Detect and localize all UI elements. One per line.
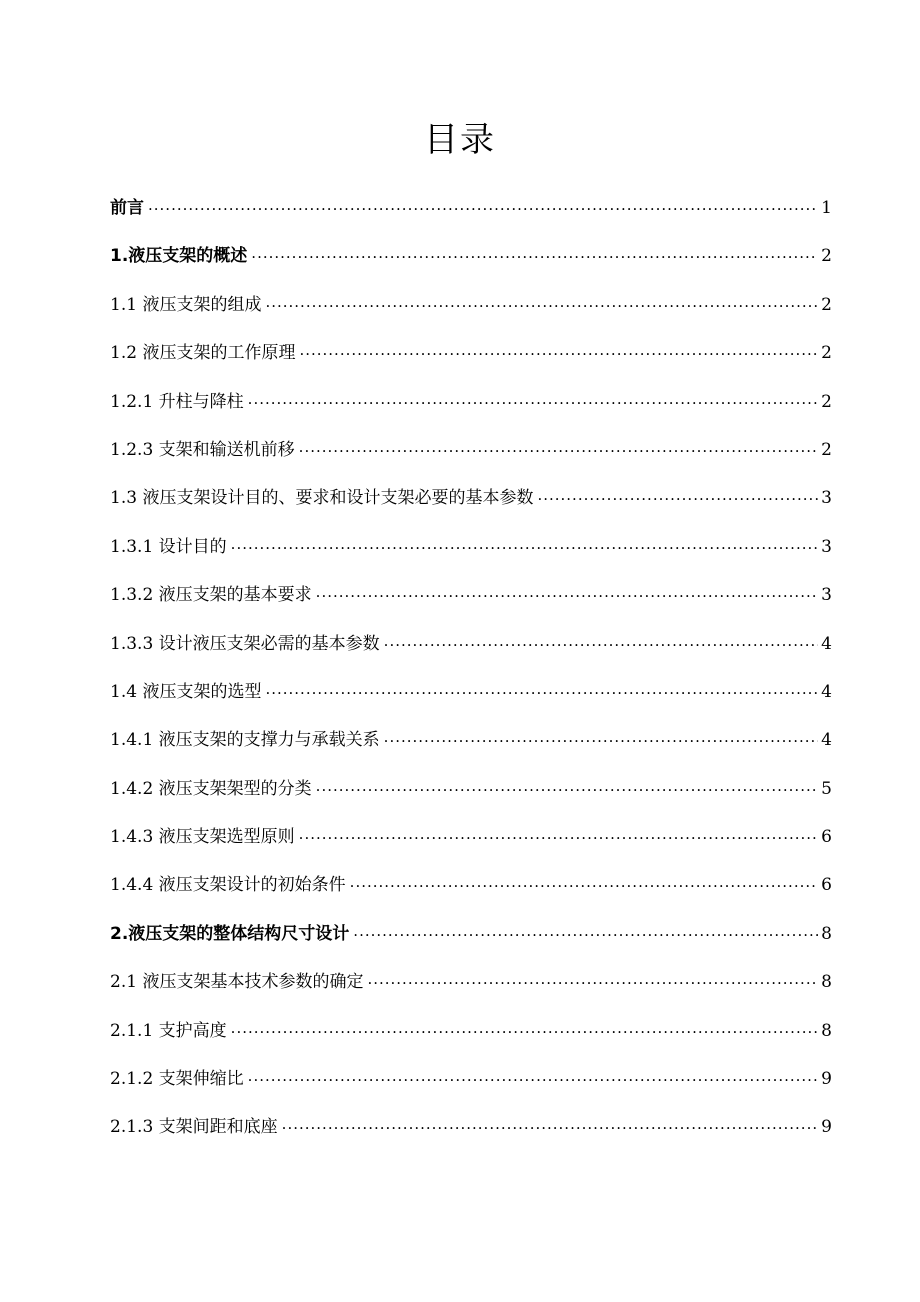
toc-dot-leader (231, 1019, 819, 1036)
toc-dot-leader (350, 873, 819, 890)
toc-dot-leader (265, 680, 818, 697)
toc-dot-leader (299, 438, 819, 455)
toc-entry-label: 1.3.2 液压支架的基本要求 (110, 585, 312, 606)
toc-entry-page-number: 4 (821, 730, 832, 751)
toc-entry[interactable] (110, 1011, 832, 1059)
table-of-contents (110, 188, 832, 1156)
toc-entry[interactable] (110, 865, 832, 913)
toc-dot-leader (384, 728, 819, 745)
toc-entry[interactable] (110, 430, 832, 478)
toc-entry-label: 1.1 液压支架的组成 (110, 294, 262, 315)
toc-entry[interactable] (110, 672, 832, 720)
toc-entry-label: 2.1.2 支架伸缩比 (110, 1069, 244, 1090)
toc-dot-leader (282, 1115, 819, 1132)
toc-entry-label: 1.3.3 设计液压支架必需的基本参数 (110, 633, 380, 654)
toc-dot-leader (316, 583, 819, 600)
toc-entry-page-number: 3 (821, 536, 832, 557)
toc-entry-page-number: 9 (821, 1069, 832, 1090)
toc-dot-leader (248, 390, 819, 407)
toc-dot-leader (231, 535, 819, 552)
toc-dot-leader (537, 486, 818, 503)
toc-entry[interactable] (110, 769, 832, 817)
toc-entry-page-number: 4 (821, 681, 832, 702)
toc-entry[interactable] (110, 285, 832, 333)
toc-dot-leader (251, 244, 818, 261)
toc-dot-leader (353, 922, 818, 939)
toc-dot-leader (316, 777, 819, 794)
toc-entry-label: 1.4.3 液压支架选型原则 (110, 827, 295, 848)
toc-dot-leader (148, 196, 818, 213)
toc-entry-page-number: 9 (821, 1117, 832, 1138)
toc-entry[interactable] (110, 527, 832, 575)
toc-entry-label: 1.4.1 液压支架的支撑力与承载关系 (110, 730, 380, 751)
toc-entry-page-number: 2 (821, 343, 832, 364)
toc-entry-label: 1.4 液压支架的选型 (110, 681, 262, 702)
toc-entry[interactable] (110, 236, 832, 284)
toc-entry-label: 2.1 液压支架基本技术参数的确定 (110, 972, 364, 993)
toc-entry-label: 1.2 液压支架的工作原理 (110, 343, 296, 364)
toc-entry-label: 2.1.3 支架间距和底座 (110, 1117, 278, 1138)
toc-entry-page-number: 3 (821, 488, 832, 509)
toc-entry-page-number: 3 (821, 585, 832, 606)
toc-entry-page-number: 2 (821, 246, 832, 267)
toc-entry-page-number: 8 (821, 972, 832, 993)
toc-entry[interactable] (110, 720, 832, 768)
toc-entry[interactable] (110, 188, 832, 236)
toc-entry-label: 1.2.1 升柱与降柱 (110, 391, 244, 412)
toc-entry[interactable] (110, 382, 832, 430)
page-title: 目录 (424, 120, 496, 160)
toc-entry-label: 1.4.2 液压支架架型的分类 (110, 778, 312, 799)
toc-entry-page-number: 2 (821, 391, 832, 412)
toc-entry-page-number: 5 (821, 778, 832, 799)
toc-entry[interactable] (110, 1059, 832, 1107)
toc-entry-label: 1.3.1 设计目的 (110, 536, 227, 557)
toc-entry[interactable] (110, 333, 832, 381)
toc-entry-label: 2.液压支架的整体结构尺寸设计 (110, 923, 350, 944)
toc-entry-page-number: 1 (821, 198, 832, 218)
toc-entry-label: 1.液压支架的概述 (110, 246, 248, 267)
toc-entry[interactable] (110, 624, 832, 672)
toc-dot-leader (299, 341, 818, 358)
toc-entry-label: 1.2.3 支架和输送机前移 (110, 439, 295, 460)
toc-entry-page-number: 6 (821, 827, 832, 848)
toc-entry-label: 1.3 液压支架设计目的、要求和设计支架必要的基本参数 (110, 488, 534, 509)
toc-entry[interactable] (110, 575, 832, 623)
toc-entry-page-number: 4 (821, 633, 832, 654)
toc-entry-page-number: 8 (821, 1020, 832, 1041)
toc-entry[interactable] (110, 817, 832, 865)
toc-dot-leader (384, 632, 819, 649)
toc-dot-leader (299, 825, 819, 842)
toc-entry[interactable] (110, 1107, 832, 1155)
toc-entry-label: 1.4.4 液压支架设计的初始条件 (110, 875, 346, 896)
toc-dot-leader (367, 970, 818, 987)
toc-dot-leader (265, 293, 818, 310)
toc-entry[interactable] (110, 478, 832, 526)
toc-entry[interactable] (110, 914, 832, 962)
toc-entry-label: 前言 (110, 198, 144, 218)
toc-entry-page-number: 2 (821, 439, 832, 460)
toc-entry[interactable] (110, 962, 832, 1010)
toc-entry-page-number: 6 (821, 875, 832, 896)
toc-entry-label: 2.1.1 支护高度 (110, 1020, 227, 1041)
toc-dot-leader (248, 1067, 819, 1084)
toc-entry-page-number: 2 (821, 294, 832, 315)
toc-entry-page-number: 8 (821, 923, 832, 944)
